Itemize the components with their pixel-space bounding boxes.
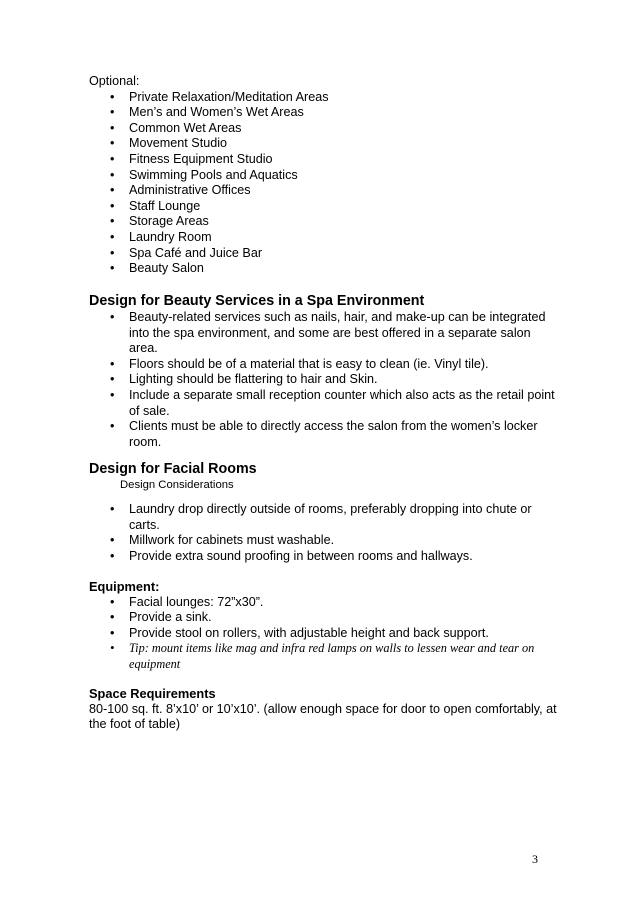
list-item: • Laundry drop directly outside of rooms, preferably dropping into chute or carts. [89, 502, 559, 533]
list-item: • Spa Café and Juice Bar [89, 246, 559, 262]
list-item: • Swimming Pools and Aquatics [89, 168, 559, 184]
beauty-heading: Design for Beauty Services in a Spa Environment [89, 293, 425, 309]
beauty-section [89, 293, 559, 450]
equipment-section [89, 579, 559, 673]
list-item: • Facial lounges: 72”x30”. [89, 595, 559, 611]
list-item: • Floors should be of a material that is easy to clean (ie. Vinyl tile). [89, 357, 559, 373]
optional-section [89, 74, 559, 277]
facial-section [89, 461, 559, 564]
list-item: • Fitness Equipment Studio [89, 152, 559, 168]
list-item: • Administrative Offices [89, 183, 559, 199]
list-item: • Provide stool on rollers, with adjustable height and back support. [89, 626, 559, 642]
space-text: 80-100 sq. ft. 8’x10’ or 10’x10’. (allow enough space for door to open comfortably, at the foot of table) [89, 701, 557, 732]
space-heading: Space Requirements [89, 686, 216, 701]
optional-label: Optional: [89, 74, 140, 88]
equipment-heading: Equipment: [89, 579, 160, 594]
list-item: • Movement Studio [89, 136, 559, 152]
facial-heading: Design for Facial Rooms [89, 461, 257, 477]
beauty-list [89, 310, 559, 450]
list-item: • Millwork for cabinets must washable. [89, 533, 559, 549]
list-item: • Common Wet Areas [89, 121, 559, 137]
list-item: • Beauty-related services such as nails, hair, and make-up can be integrated into the spa environment, and some are best offered in a separate salon area. [89, 310, 559, 357]
list-item: • Provide extra sound proofing in between rooms and hallways. [89, 549, 559, 565]
list-item: • Provide a sink. [89, 610, 559, 626]
list-item: • Beauty Salon [89, 261, 559, 277]
list-item: • Storage Areas [89, 214, 559, 230]
facial-subheading: Design Considerations [120, 479, 234, 491]
list-item: • Private Relaxation/Meditation Areas [89, 90, 559, 106]
list-item: • Include a separate small reception counter which also acts as the retail point of sale. [89, 388, 559, 419]
tip-item: • Tip: mount items like mag and infra red lamps on walls to lessen wear and tear on equipment [89, 641, 559, 672]
optional-list [89, 90, 559, 277]
page-number: 3 [532, 852, 538, 866]
list-item: • Laundry Room [89, 230, 559, 246]
list-item: • Lighting should be flattering to hair and Skin. [89, 372, 559, 388]
list-item: • Men’s and Women’s Wet Areas [89, 105, 559, 121]
list-item: • Staff Lounge [89, 199, 559, 215]
space-section [89, 686, 559, 733]
facial-list [89, 502, 559, 564]
equipment-list [89, 595, 559, 673]
list-item: • Clients must be able to directly access the salon from the women’s locker room. [89, 419, 559, 450]
